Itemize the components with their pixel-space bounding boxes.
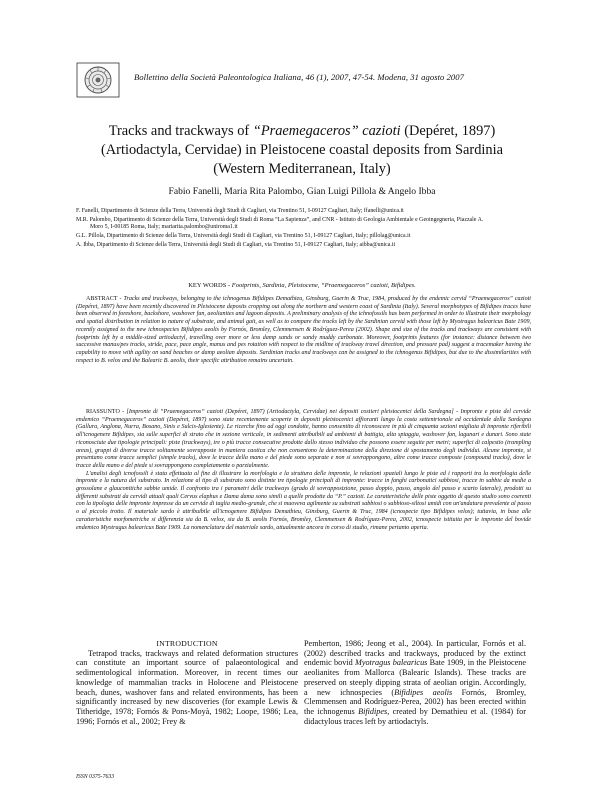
keywords <box>76 282 528 289</box>
title-line-3: (Western Mediterranean, Italy) <box>213 161 391 177</box>
riassunto-paragraph-1 <box>76 409 531 471</box>
abstract-label: ABSTRACT <box>86 296 118 302</box>
affiliation-line: Moro 5, I-00185 Roma, Italy; mariarita.palombo@uniroma1.it <box>90 224 238 231</box>
affiliation-fanelli: F. Fanelli, Dipartimento di Scienze della Terra, Università degli Studi di Cagliari, via Trentino 51, I-09127 Cagliari, Italy; ffanelli@unica.it <box>76 208 404 214</box>
intro-text: Bate 1909, in the Pleistocene aeolianites from Mallorca (Balearic Islands). These tracks are preserved on steeply dipping strata of aeolian origin. Accordingly, a new ichnospecies ( <box>304 658 526 697</box>
title-line-1 <box>76 122 528 141</box>
journal-header <box>76 62 546 98</box>
intro-ichnospecies: Bifidipes aeolis <box>394 687 453 697</box>
riassunto <box>76 409 531 532</box>
affiliation-ibba: A. Ibba, Dipartimento di Scienze della Terra, Università degli Studi di Cagliari, via Trentino 51, I-09127 Cagliari, Italy; aibba@unica.it <box>76 241 396 248</box>
title-part: Tracks and trackways of <box>108 123 253 139</box>
journal-citation: Bollettino della Società Paleontologica Italiana, 46 (1), 2007, 47-54. Modena, 31 agosto 2007 <box>134 72 464 82</box>
riassunto-label: RIASSUNTO <box>86 409 120 415</box>
abstract <box>76 296 531 365</box>
abstract-text: - Tracks and trackways, belonging to the ichnogenus Bifidipes Demathieu, Ginsburg, Guerin & Truc, 1984, produced by the endemic cervid “Praemegaceros” cazioti (Depéret, 1897) have been recently discovered in Pleistocene deposits cropping out along the northern and western coast of Sardinia (Italy). Several morphotypes of Bifidipes traces have been observed in foreshore, backshore, washover fan, aeolianites and lagoon deposits. A preliminary analysis of the ichnofossils has been performed in order to illustrate their morphology and spatial distribution in relation to nature of substrate, and animal gait, as well as to compare the tracks left by the Sardinian cervid with those left by Myotragus balearicus Bate 1909, recently assigned to the new ichnospecies Bifidipes aeolis by Fornós, Bromley, Clemmensen & Rodríguez-Perea (2002). Shape and size of the tracks and trackways are consistent with footprints left by a middle-sized artiodactyl, travelling over more or less damp sands or sandy muddy carbonate. Moreover, footprints features (for instance: distance between two successive manus/pes tracks, stride, pace, pace angle, manus and pes rotation with respect to the midline of trackway travel direction, and pressure pad) suggest a tracemaker having the capability to move with agility on sand beaches or damp aeolian deposits. Sardinian tracks and trackways can be assigned to the ichnogenus Bifidipes, but due to the dissimilarities with respect to B. velox and the Balearic B. aeolis, their specific attribution remains uncertain. <box>76 296 531 364</box>
intro-right-column <box>304 639 526 726</box>
journal-logo-icon <box>76 62 120 98</box>
introduction-heading: INTRODUCTION <box>156 639 218 648</box>
intro-paragraph: Tetrapod tracks, trackways and related deformation structures can constitute an important source of palaeontological and sedimentological information. Moreover, in recent times our knowledge of mammalian tracks in Holocene and Pleistocene beach, dunes, washover fans and related environments, has been significantly increased by new discoveries (for example Lewis & Titheridge, 1978; Fornós & Pons-Moyà, 1982; Loope, 1986; Lea, 1996; Fornós et al., 2002; Frey & <box>76 648 298 726</box>
title-line-2: (Artiodactyla, Cervidae) in Pleistocene coastal deposits from Sardinia <box>100 142 504 158</box>
author-list: Fabio Fanelli, Maria Rita Palombo, Gian Luigi Pillola & Angelo Ibba <box>168 186 436 197</box>
intro-text: Pemberton, 1986; Jeong et al., 2004). In particular, Fornós et al. (2002) described tracks and trackways, produced by the extinct endemic bovid <box>304 639 526 668</box>
article-title <box>76 122 528 179</box>
intro-ichnogenus: Bifidipes <box>358 706 388 716</box>
intro-species: Myotragus balearicus <box>355 658 428 668</box>
keywords-text: - Footprints, Sardinia, Pleistocene, “Praemegaceros” cazioti, Bifidipes. <box>226 282 416 289</box>
title-part: (Depéret, 1897) <box>400 123 496 139</box>
intro-text: Fornós, Bromley, Clemmensen and Rodríguez-Perea, 2002) has been erected within the ichnogenus <box>304 687 526 716</box>
riassunto-paragraph-2: L'analisi degli icnofossili è stata effettuata al fine di illustrare la morfologia e la struttura delle impronte, le relazioni spaziali lungo le piste ed i rapporti tra la morfologia delle impronte e la natura del substrato. In relazione al tipo di substrato sono distinte tre tipologie principali di impronte: tracce in fanghi carbonatici sabbiosi, tracce in sabbie da medie a grossolane e glauconitiche sabbie umide. Il confronto tra i parametri delle trackways (grado di sovrapposizione, passo doppio, passo, angolo del passo e scarto laterale), prodotti su differenti substrati da cervidi attuali quali Cervus elaphus e Dama dama sono simili a quelle prodotte da “P.” cazioti. Le caratteristiche delle piste oggetto di questo studio sono coerenti con la tipologia delle impronte impresse da un cervide di taglia medio-grande, che si muoveva agilmente su substrati sabbiosi o sabbioso-siltosi umidi con un'andatura prevalente al passo o al piccolo trotto. Il materiale sardo è attribuibile all'icnogenere Bifidipes Demathieu, Ginsburg, Guerin & Truc, 1984 (icnospecie tipo Bifidipes velox); tuttavia, in base alle caratteristiche morfometriche si differenzia sia da B. velox, sia da B. aeolis Fornós, Bromley, Clemmensen & Rodríguez-Perea, 2002, icnospecie istituita per le impronte del bovide endemico Myotragus balearicus Bate 1909. La nomenclatura del materiale sardo, attualmente ancora in corso di studio, rimane pertanto aperta. <box>76 470 531 531</box>
title-species: “Praemegaceros” cazioti <box>252 123 401 139</box>
abstract-paragraph <box>76 296 531 365</box>
affiliation-palombo <box>76 217 536 232</box>
intro-left-column <box>76 639 298 726</box>
intro-text: , created by Demathieu et al. (1984) for didactylous traces left by artiodactyls. <box>304 706 526 726</box>
riassunto-text: - [Impronte di “Praemegaceros” cazioti (Depéret, 1897) (Artiodactyla, Cervidae) nei depositi costieri pleistocenici della Sardegna] - Impronte e piste del cervide endemico “Praemegaceros” cazioti (Depéret, 1897) sono state recentemente scoperte in depositi pleistocenici affioranti lungo la costa settentrionale ed occidentale della Sardegna (Gallura, Anglona, Nurra, Bosano, Sinis e Sulcis-Iglesiente). Le ricerche fino ad oggi condotte, hanno consentito di riconoscere in più di cinquanta sezioni migliaia di impronte riferibili all'icnogenere Bifidipes, sia sulle superfici di strato che in sezione verticale, in sedimenti attribuibili ad ambienti di battigia, alta spiaggia, washover fan, lagunari e dunari. Sono state riconosciute due tipologie principali: piste (trackways), tre o più tracce consecutive prodotte dallo stesso individuo che possono essere seguite per metri; superfici di calpestio (trampling areas), gruppi di diverse tracce solitamente sovrapposte in maniera caotica che non consentono la determinazione della direzione di spostamento degli individui. Alcune impronte, si presentano come tracce semplici (simple tracks), dove le tracce della mano e del piede sono separate e non si sovrappongono, altre come tracce composte (compound tracks), dove le tracce della mano e del piede si sovrappongono completamente o parzialmente. <box>76 409 531 469</box>
ammonite-logo-icon <box>76 62 120 98</box>
affiliations <box>76 208 536 251</box>
affiliation-pillola: G.L. Pillola, Dipartimento di Scienze della Terra, Università degli Studi di Cagliari, via Trentino 51, I-09127 Cagliari, Italy; pillolag@unica.it <box>76 233 411 240</box>
affiliation-line: M.R. Palombo, Dipartimento di Scienze della Terra, Università degli Studi di Roma “La Sapienza”, and CNR - Istituto di Geologia Ambientale e Geoingegneria, Piazzale A. <box>76 216 484 223</box>
issn-footer: ISSN 0375-7633 <box>76 774 115 780</box>
keywords-label: KEY WORDS <box>188 282 227 289</box>
intro-continuation <box>304 639 526 726</box>
